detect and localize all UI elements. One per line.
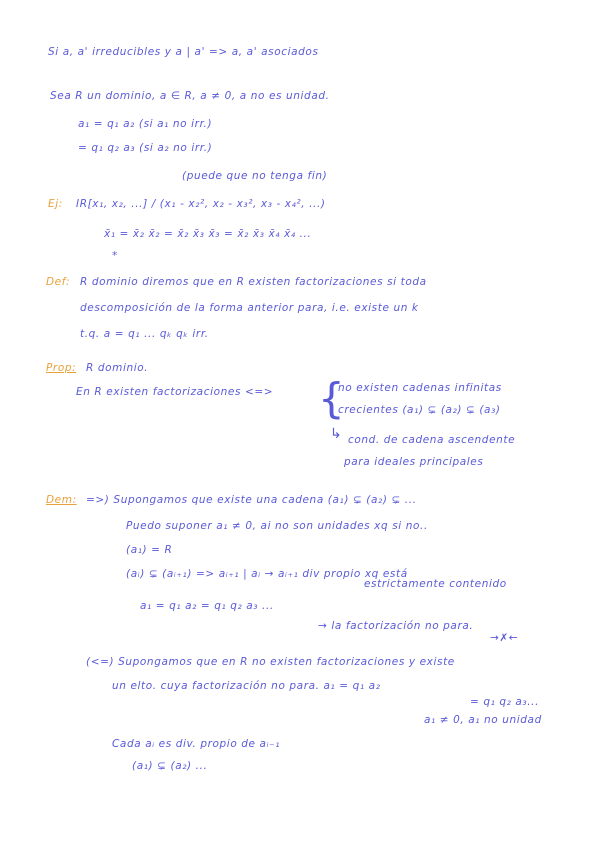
- curved-arrow-icon: ↳: [330, 426, 342, 442]
- text-line: x̄₁ = x̄₂ x̄₂ = x̄₂ x̄₃ x̄₃ = x̄₂ x̄₃ x̄₄ x̄₄ ...: [104, 228, 312, 240]
- text-line: a₁ = q₁ a₂ = q₁ q₂ a₃ ...: [140, 600, 274, 612]
- text-line: a₁ ≠ 0, a₁ no unidad: [424, 714, 542, 726]
- contradiction-icon: →✗←: [490, 632, 519, 644]
- text-line: un elto. cuya factorización no para. a₁ = q₁ a₂: [112, 680, 381, 692]
- text-line: (puede que no tenga fin): [182, 170, 328, 182]
- text-line: *: [112, 250, 118, 262]
- text-line: → la factorización no para.: [318, 620, 474, 632]
- definition-tag: Def:: [46, 276, 71, 288]
- text-line: Cada aᵢ es div. propio de aᵢ₋₁: [112, 738, 281, 750]
- example-tag: Ej:: [48, 198, 63, 210]
- text-line: descomposición de la forma anterior para, i.e. existe un k: [80, 302, 419, 314]
- text-line: Si a, a' irreducibles y a | a' => a, a' asociados: [48, 46, 319, 58]
- proof-tag: Dem:: [46, 494, 77, 506]
- text-line: En R existen factorizaciones <=>: [76, 386, 274, 398]
- text-line: a₁ = q₁ a₂ (si a₁ no irr.): [78, 118, 213, 130]
- text-line: (a₁) = R: [126, 544, 173, 556]
- text-line: Puedo suponer a₁ ≠ 0, ai no son unidades xq si no..: [126, 520, 428, 532]
- text-line: no existen cadenas infinitas: [338, 382, 502, 394]
- text-line: cond. de cadena ascendente: [348, 434, 516, 446]
- proposition-tag: Prop:: [46, 362, 77, 374]
- text-line: = q₁ q₂ a₃...: [470, 696, 540, 708]
- brace-icon: {: [318, 374, 345, 423]
- text-line: = q₁ q₂ a₃ (si a₂ no irr.): [78, 142, 213, 154]
- text-line: (<=) Supongamos que en R no existen factorizaciones y existe: [86, 656, 455, 668]
- text-line: IR[x₁, x₂, ...] / (x₁ - x₂², x₂ - x₃², x₃ - x₄², ...): [76, 198, 326, 210]
- text-line: R dominio.: [86, 362, 149, 374]
- text-line: t.q. a = q₁ ... qₖ qₖ irr.: [80, 328, 209, 340]
- text-line: R dominio diremos que en R existen factorizaciones si toda: [80, 276, 427, 288]
- text-line: para ideales principales: [344, 456, 484, 468]
- text-line: (a₁) ⊊ (a₂) ...: [132, 760, 208, 772]
- text-line: (aᵢ) ⊊ (aᵢ₊₁) => aᵢ₊₁ | aᵢ → aᵢ₊₁ div propio xq está: [126, 568, 408, 580]
- text-line: crecientes (a₁) ⊊ (a₂) ⊊ (a₃): [338, 404, 501, 416]
- text-line: =>) Supongamos que existe una cadena (a₁) ⊊ (a₂) ⊊ ...: [86, 494, 417, 506]
- text-line: Sea R un dominio, a ∈ R, a ≠ 0, a no es unidad.: [50, 90, 330, 102]
- text-line: estrictamente contenido: [364, 578, 507, 590]
